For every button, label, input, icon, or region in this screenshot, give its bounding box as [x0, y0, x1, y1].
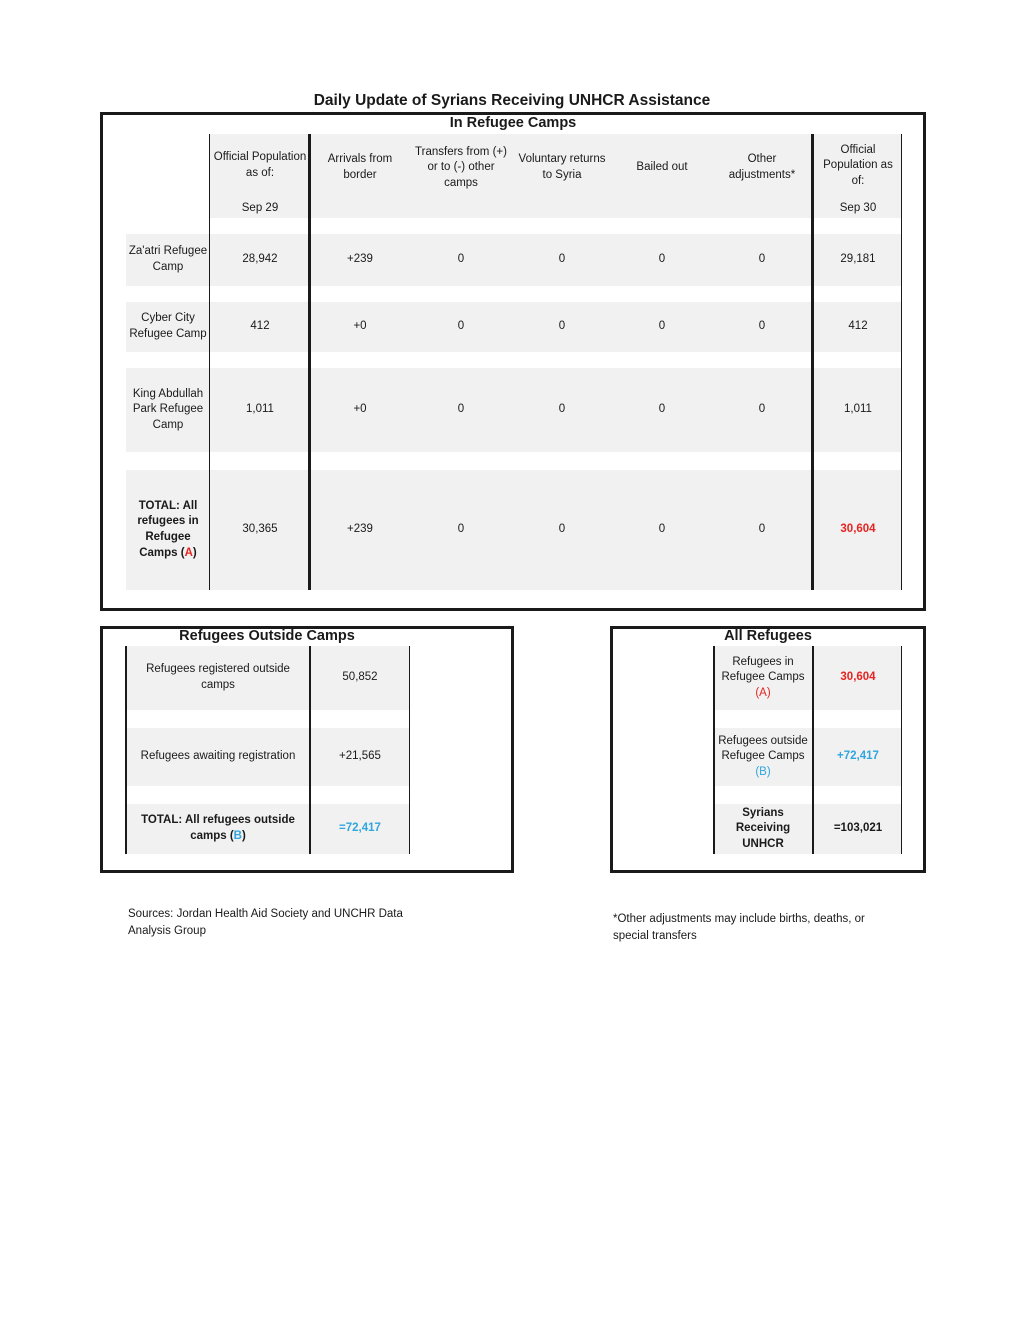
header-bailed: Bailed out — [636, 161, 688, 174]
column-divider — [901, 134, 902, 590]
camp-bailed: 0 — [658, 320, 666, 333]
column-divider — [812, 646, 814, 854]
marker-b: (B) — [755, 765, 771, 778]
camp-other: 0 — [758, 320, 766, 333]
camp-voluntary: 0 — [558, 253, 566, 266]
column-divider-thick — [308, 134, 311, 590]
marker-b: B — [233, 830, 242, 842]
camp-name: Za'atri Refugee Camp — [128, 245, 208, 273]
outside-awaiting-value: +21,565 — [339, 750, 381, 763]
header-end-date: Sep 30 — [839, 202, 877, 215]
marker-a: (A) — [755, 686, 771, 699]
column-divider — [713, 646, 715, 854]
camps-section-title: In Refugee Camps — [449, 115, 577, 131]
camp-arrivals: +0 — [353, 403, 367, 416]
header-official-end: Official Population as of: — [823, 143, 893, 187]
total-start: 30,365 — [242, 523, 278, 536]
total-arrivals: +239 — [347, 523, 373, 536]
all-total-value: =103,021 — [833, 822, 883, 835]
camp-start: 1,011 — [246, 403, 274, 416]
camp-voluntary: 0 — [558, 403, 566, 416]
header-transfers: Transfers from (+) or to (-) other camps — [415, 145, 507, 189]
header-start-date: Sep 29 — [241, 202, 279, 215]
header-other: Other adjustments* — [728, 153, 796, 181]
camp-start: 412 — [250, 320, 270, 333]
camp-name: King Abdullah Park Refugee Camp — [132, 387, 204, 431]
total-bailed: 0 — [658, 523, 666, 536]
total-transfers: 0 — [457, 523, 465, 536]
column-divider — [409, 646, 410, 854]
outside-total-value: =72,417 — [339, 822, 381, 835]
outside-registered-value: 50,852 — [342, 671, 378, 684]
camp-end: 412 — [848, 320, 868, 333]
outside-section-title: Refugees Outside Camps — [179, 628, 355, 644]
column-divider-thick — [811, 134, 814, 590]
header-arrivals: Arrivals from border — [327, 153, 393, 181]
column-divider — [125, 646, 127, 854]
camp-transfers: 0 — [457, 320, 465, 333]
camp-other: 0 — [758, 403, 766, 416]
total-other: 0 — [758, 523, 766, 536]
camp-transfers: 0 — [457, 253, 465, 266]
total-end: 30,604 — [840, 523, 876, 536]
camp-start: 28,942 — [242, 253, 278, 266]
header-voluntary: Voluntary returns to Syria — [518, 153, 606, 181]
all-outside-label: Refugees outside Refugee Camps (B) — [718, 734, 808, 778]
marker-a: A — [184, 546, 193, 559]
camp-end: 1,011 — [844, 403, 872, 416]
camp-arrivals: +0 — [353, 320, 367, 333]
column-divider — [209, 134, 210, 590]
total-voluntary: 0 — [558, 523, 566, 536]
camp-end: 29,181 — [840, 253, 876, 266]
all-in-camps-label: Refugees in Refugee Camps (A) — [721, 655, 805, 699]
all-total-label: Syrians Receiving UNHCR — [735, 806, 791, 850]
all-outside-value: +72,417 — [837, 750, 879, 763]
camp-transfers: 0 — [457, 403, 465, 416]
outside-registered-label: Refugees registered outside camps — [146, 663, 290, 691]
camp-bailed: 0 — [658, 403, 666, 416]
camp-voluntary: 0 — [558, 320, 566, 333]
outside-awaiting-label: Refugees awaiting registration — [140, 750, 296, 763]
camp-other: 0 — [758, 253, 766, 266]
sources-note: Sources: Jordan Health Aid Society and UNCHR Data Analysis Group — [128, 908, 403, 937]
outside-total-label: TOTAL: All refugees outside camps (B) — [141, 814, 295, 842]
camp-name: Cyber City Refugee Camp — [129, 312, 207, 340]
column-divider — [901, 646, 902, 854]
column-divider — [309, 646, 311, 854]
camp-arrivals: +239 — [347, 253, 373, 266]
all-in-camps-value: 30,604 — [840, 671, 876, 684]
total-label: TOTAL: All refugees in Refugee Camps (A) — [137, 499, 199, 559]
footnote: *Other adjustments may include births, deaths, or special transfers — [613, 913, 865, 942]
page-title: Daily Update of Syrians Receiving UNHCR Assistance — [313, 92, 711, 109]
all-section-title: All Refugees — [724, 628, 812, 644]
camp-bailed: 0 — [658, 253, 666, 266]
header-official-start: Official Population as of: — [213, 151, 307, 179]
